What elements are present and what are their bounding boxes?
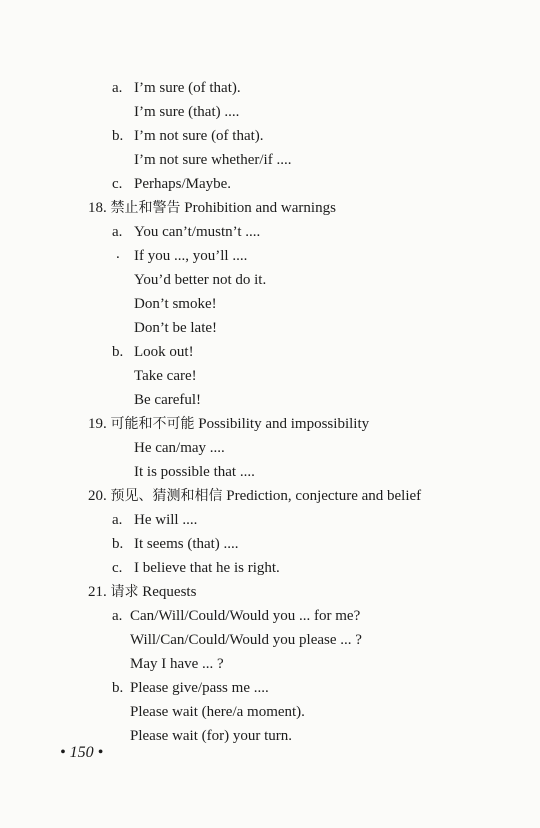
phrase-line: Don’t be late! [134, 320, 218, 336]
phrase-line: If you ..., you’ll .... [134, 248, 248, 264]
phrase-line: I’m not sure whether/if .... [134, 152, 292, 168]
section-number: 21. [88, 584, 107, 600]
page-number: • 150 • [60, 744, 104, 761]
item-label-a: a. [112, 80, 123, 96]
section-title-en: Prohibition and warnings [184, 200, 336, 216]
section-heading-20 [88, 486, 421, 506]
section-title-cn: 可能和不可能 [110, 416, 195, 432]
item-label-b: b. [112, 680, 124, 696]
phrase-line: It seems (that) .... [134, 536, 239, 552]
phrase-line: He will .... [134, 512, 198, 528]
section-title-en: Requests [142, 584, 197, 600]
item-label-c: c. [112, 176, 123, 192]
phrase-line: You can’t/mustn’t .... [134, 224, 261, 240]
phrase-line: Take care! [134, 368, 197, 384]
phrase-line: You’d better not do it. [134, 272, 267, 288]
section-title-en: Possibility and impossibility [198, 416, 370, 432]
item-label-b: b. [112, 536, 124, 552]
phrase-line: I believe that he is right. [134, 560, 280, 576]
section-number: 18. [88, 200, 107, 216]
item-label-a: a. [112, 608, 123, 624]
stray-dot: . [116, 246, 120, 262]
phrase-line: I’m sure (that) .... [134, 104, 240, 120]
section-heading-19 [88, 414, 369, 434]
phrase-line: Don’t smoke! [134, 296, 217, 312]
section-title-cn: 禁止和警告 [110, 200, 181, 216]
phrase-line: Please wait (for) your turn. [130, 728, 293, 744]
item-label-a: a. [112, 512, 123, 528]
item-label-c: c. [112, 560, 123, 576]
phrase-line: Please wait (here/a moment). [130, 704, 305, 720]
phrase-line: Can/Will/Could/Would you ... for me? [130, 608, 361, 624]
phrase-line: He can/may .... [134, 440, 225, 456]
section-title-cn: 请求 [110, 584, 139, 600]
phrase-line: Be careful! [134, 392, 202, 408]
phrase-line: I’m sure (of that). [134, 80, 241, 96]
item-label-b: b. [112, 344, 124, 360]
phrase-line: Will/Can/Could/Would you please ... ? [130, 632, 362, 648]
phrase-line: It is possible that .... [134, 464, 255, 480]
section-heading-18 [88, 198, 336, 218]
item-label-a: a. [112, 224, 123, 240]
phrase-line: Perhaps/Maybe. [134, 176, 232, 192]
section-number: 19. [88, 416, 107, 432]
phrase-line: I’m not sure (of that). [134, 128, 264, 144]
section-title-cn: 预见、猜测和相信 [110, 488, 223, 504]
section-number: 20. [88, 488, 107, 504]
item-label-b: b. [112, 128, 124, 144]
phrase-line: Look out! [134, 344, 194, 360]
section-heading-21 [88, 582, 196, 602]
section-title-en: Prediction, conjecture and belief [226, 488, 422, 504]
phrase-line: May I have ... ? [130, 656, 224, 672]
phrase-line: Please give/pass me .... [130, 680, 269, 696]
